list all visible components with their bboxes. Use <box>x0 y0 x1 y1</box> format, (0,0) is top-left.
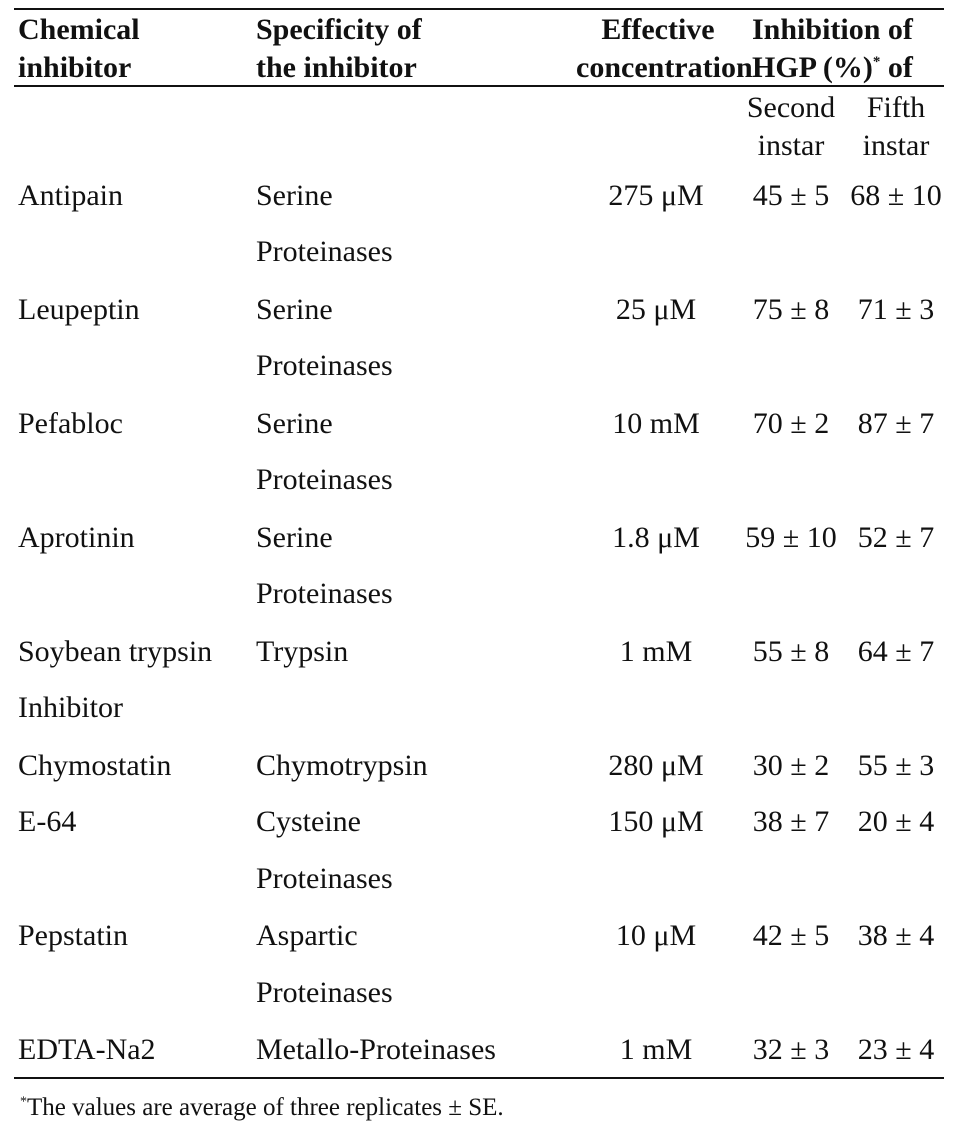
inhibition-second-instar: 42 ± 5 <box>752 919 830 952</box>
effective-concentration: 1 mM <box>619 1033 693 1066</box>
effective-concentration: 280 μM <box>608 749 704 782</box>
inhibitor-specificity: Metallo-Proteinases <box>256 1033 496 1066</box>
header-effective-concentration: Effective concentration <box>576 13 753 84</box>
inhibitor-name: Pefabloc <box>18 407 123 440</box>
inhibition-second-instar: 70 ± 2 <box>752 407 830 440</box>
inhibitor-specificity: Aspartic <box>256 919 358 952</box>
inhibition-second-instar: 55 ± 8 <box>752 635 830 668</box>
inhibition-second-instar: 59 ± 10 <box>745 521 837 554</box>
inhibitor-specificity: Serine <box>256 179 333 212</box>
header-chemical-inhibitor: Chemical inhibitor <box>18 13 140 84</box>
effective-concentration: 25 μM <box>615 293 697 326</box>
inhibitor-name: Leupeptin <box>18 293 140 326</box>
inhibition-second-instar: 75 ± 8 <box>752 293 830 326</box>
inhibition-second-instar: 45 ± 5 <box>752 179 830 212</box>
inhibitor-specificity: Proteinases <box>256 862 393 895</box>
inhibitor-name: Chymostatin <box>18 749 172 782</box>
subheader-fifth-instar: Fifth instar <box>862 91 930 162</box>
effective-concentration: 150 μM <box>608 805 704 838</box>
inhibitor-specificity: Proteinases <box>256 976 393 1009</box>
inhibition-fifth-instar: 38 ± 4 <box>857 919 935 952</box>
inhibitor-name: EDTA-Na2 <box>18 1033 156 1066</box>
inhibitor-specificity: Proteinases <box>256 577 393 610</box>
effective-concentration: 275 μM <box>608 179 704 212</box>
subheader-second-instar: Second instar <box>746 91 836 162</box>
inhibitor-name: Antipain <box>18 179 123 212</box>
effective-concentration: 1 mM <box>619 635 693 668</box>
inhibitor-name: Soybean trypsin <box>18 635 213 668</box>
inhibition-second-instar: 38 ± 7 <box>752 805 830 838</box>
inhibitor-specificity: Cysteine <box>256 805 361 838</box>
table-bottom-rule <box>14 1077 944 1079</box>
header-specificity: Specificity of the inhibitor <box>256 13 422 84</box>
inhibitor-specificity: Serine <box>256 521 333 554</box>
table-top-rule <box>14 8 944 10</box>
inhibitor-name: Inhibitor <box>18 691 123 724</box>
inhibitor-specificity: Trypsin <box>256 635 349 668</box>
inhibition-second-instar: 32 ± 3 <box>752 1033 830 1066</box>
table-footnote <box>20 1090 504 1126</box>
effective-concentration: 1.8 μM <box>612 521 700 554</box>
inhibition-fifth-instar: 55 ± 3 <box>857 749 935 782</box>
inhibition-fifth-instar: 68 ± 10 <box>850 179 942 212</box>
inhibition-second-instar: 30 ± 2 <box>752 749 830 782</box>
inhibition-fifth-instar: 71 ± 3 <box>857 293 935 326</box>
inhibition-fifth-instar: 20 ± 4 <box>857 805 935 838</box>
inhibitor-specificity: Proteinases <box>256 235 393 268</box>
effective-concentration: 10 mM <box>612 407 700 440</box>
inhibitor-specificity: Serine <box>256 293 333 326</box>
inhibition-fifth-instar: 23 ± 4 <box>857 1033 935 1066</box>
inhibition-fifth-instar: 87 ± 7 <box>857 407 935 440</box>
inhibitor-name: Aprotinin <box>18 521 135 554</box>
footnote-marker: * <box>20 1094 27 1110</box>
inhibitor-specificity: Proteinases <box>256 463 393 496</box>
inhibitor-specificity: Chymotrypsin <box>256 749 428 782</box>
header-inhibition: Inhibition of HGP (%)* of <box>752 13 913 84</box>
inhibitor-name: E-64 <box>18 805 77 838</box>
inhibitor-specificity: Serine <box>256 407 333 440</box>
table-header-rule <box>14 85 944 87</box>
effective-concentration: 10 μM <box>615 919 697 952</box>
footnote-text: The values are average of three replicates ± SE. <box>27 1094 504 1121</box>
inhibition-fifth-instar: 64 ± 7 <box>857 635 935 668</box>
inhibitor-name: Pepstatin <box>18 919 128 952</box>
inhibition-fifth-instar: 52 ± 7 <box>857 521 935 554</box>
inhibitor-specificity: Proteinases <box>256 349 393 382</box>
